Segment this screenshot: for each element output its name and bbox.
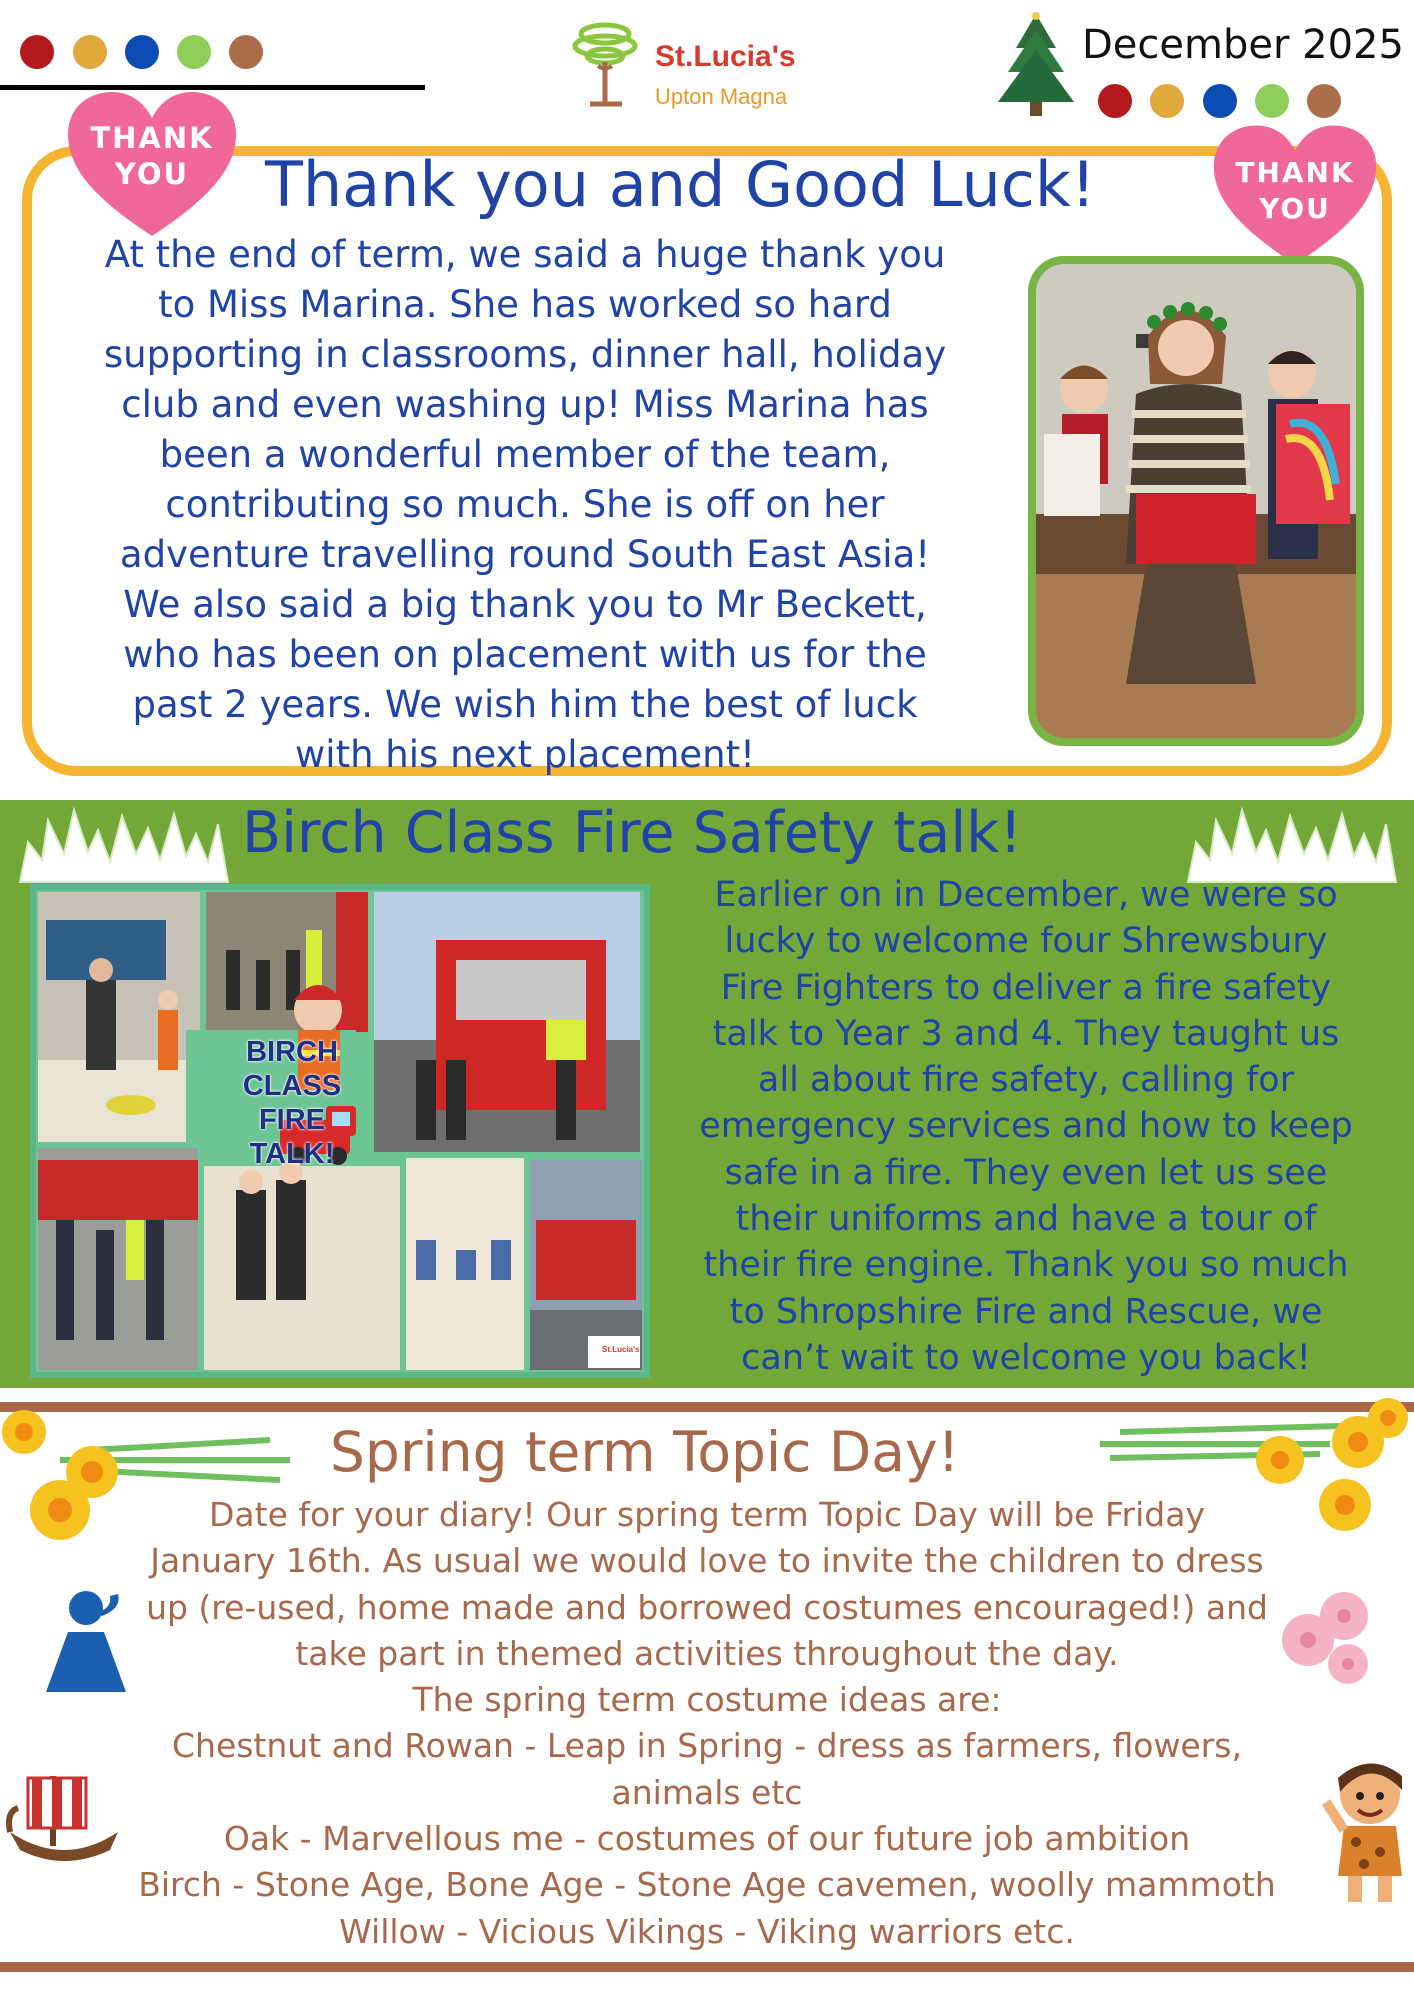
paragraph-line: been a wonderful member of the team, (159, 433, 891, 476)
flame-left-icon (18, 802, 230, 884)
paragraph-line: safe in a fire. They even let us see (724, 1152, 1328, 1193)
paragraph-line: supporting in classrooms, dinner hall, holiday (103, 333, 947, 376)
collage-label (221, 1035, 363, 1171)
paragraph-line: contributing so much. She is off on her (165, 483, 885, 526)
paragraph-line: to Miss Marina. She has worked so hard (158, 283, 892, 326)
fire-safety-paragraph (658, 872, 1394, 1381)
paragraph-line: Birch - Stone Age, Bone Age - Stone Age cavemen, woolly mammoth (138, 1865, 1276, 1905)
collage-label-line: BIRCH (246, 1036, 338, 1068)
amber-dot (1150, 84, 1184, 118)
paragraph-line: who has been on placement with us for the (123, 633, 927, 676)
brown-dot (229, 35, 263, 69)
topic-day-title: Spring term Topic Day! (330, 1420, 960, 1484)
collage-label-line: CLASS FIRE (242, 1070, 342, 1136)
red-dot (20, 35, 54, 69)
paragraph-line: take part in themed activities throughout the day. (295, 1633, 1119, 1673)
paragraph-line: Oak - Marvellous me - costumes of our future job ambition (223, 1819, 1191, 1859)
paragraph-line: Date for your diary! Our spring term Topic Day will be Friday (209, 1495, 1205, 1534)
paragraph-line: We also said a big thank you to Mr Beckett, (123, 583, 927, 626)
badge-line1: THANK (90, 121, 214, 155)
paragraph-line: At the end of term, we said a huge thank you (104, 233, 946, 276)
fire-safety-title: Birch Class Fire Safety talk! (242, 800, 1023, 866)
paragraph-line: January 16th. As usual we would love to invite the children to dress (150, 1541, 1264, 1581)
paragraph-line: adventure travelling round South East Asia! (119, 533, 931, 576)
staff-and-children-photo (1036, 264, 1356, 738)
topic-bottom-rule (0, 1962, 1414, 1972)
red-dot (1098, 84, 1132, 118)
school-name: St.Lucia's (655, 40, 796, 73)
blue-dot (125, 35, 159, 69)
badge-line2: YOU (114, 157, 190, 191)
paragraph-line: Chestnut and Rowan - Leap in Spring - dress as farmers, flowers, (171, 1726, 1242, 1766)
paragraph-line: talk to Year 3 and 4. They taught us (712, 1013, 1340, 1054)
paragraph-line: all about fire safety, calling for (757, 1060, 1295, 1101)
badge-line2: YOU (1259, 192, 1331, 225)
paragraph-line: emergency services and how to keep (699, 1106, 1353, 1147)
thank-you-paragraph (36, 230, 1014, 780)
collage-label-line: TALK! (249, 1138, 335, 1170)
school-location: Upton Magna (655, 84, 788, 109)
paragraph-line: their fire engine. Thank you so much (703, 1245, 1349, 1286)
paragraph-line: animals etc (611, 1772, 803, 1812)
thank-you-photo (1028, 256, 1364, 746)
paragraph-line: lucky to welcome four Shrewsbury (724, 921, 1328, 962)
paragraph-line: past 2 years. We wish him the best of luck (132, 683, 918, 726)
tree-swirl-icon (560, 16, 650, 116)
paragraph-line: can’t wait to welcome you back! (741, 1337, 1311, 1378)
paragraph-line: club and even washing up! Miss Marina has (121, 383, 929, 426)
green-dot (177, 35, 211, 69)
paragraph-line: with his next placement! (295, 733, 755, 776)
paragraph-line: The spring term costume ideas are: (412, 1680, 1002, 1720)
paragraph-line: to Shropshire Fire and Rescue, we (729, 1291, 1323, 1332)
blue-dot (1203, 84, 1237, 118)
paragraph-line: their uniforms and have a tour of (735, 1199, 1317, 1240)
topic-day-paragraph (30, 1492, 1384, 1955)
issue-date: December 2025 (1082, 22, 1404, 68)
badge-line1: THANK (1235, 156, 1355, 189)
christmas-tree-icon (990, 10, 1082, 122)
thank-you-title: Thank you and Good Luck! (265, 148, 1096, 221)
paragraph-line: Willow - Vicious Vikings - Viking warriors etc. (339, 1911, 1075, 1951)
paragraph-line: up (re-used, home made and borrowed costumes encouraged!) and (146, 1587, 1268, 1627)
collage-logo: St.Lucia's (602, 1345, 640, 1354)
paragraph-line: Earlier on in December, we were so (714, 875, 1338, 915)
green-dot (1255, 84, 1289, 118)
fire-safety-collage (30, 884, 650, 1378)
brown-dot (1307, 84, 1341, 118)
amber-dot (73, 35, 107, 69)
paragraph-line: Fire Fighters to deliver a fire safety (720, 967, 1332, 1008)
